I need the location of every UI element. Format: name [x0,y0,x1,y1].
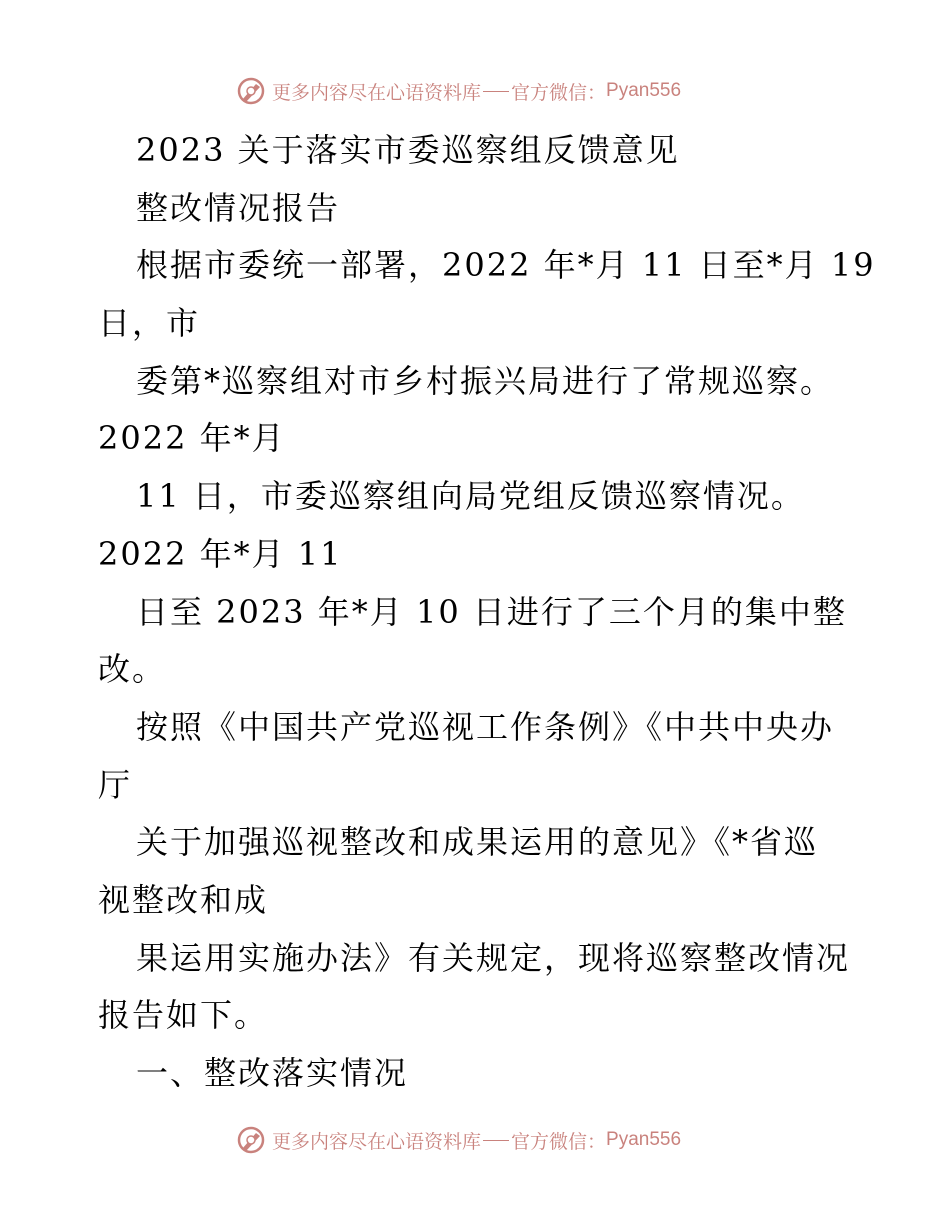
paragraph-line: 委第*巡察组对市乡村振兴局进行了常规巡察。 [136,361,835,400]
pen-seal-icon [236,1125,266,1155]
paragraph-line: 日，市 [98,304,201,343]
document-subtitle: 整改情况报告 [136,188,341,227]
watermark-handle: Pyan556 [606,80,682,101]
footer-watermark [236,1123,681,1157]
paragraph-line: 关于加强巡视整改和成果运用的意见》《*省巡 [136,823,819,862]
watermark-text: 更多内容尽在心语资料库 [272,81,482,104]
paragraph-line: 2022 年*月 11 [98,534,343,573]
paragraph-line: 报告如下。 [98,996,269,1035]
paragraph-line: 根据市委统一部署，2022 年*月 11 日至*月 19 [136,246,876,285]
document-body [98,122,888,1103]
paragraph-line: 视整改和成 [98,880,269,919]
paragraph-line: 日至 2023 年*月 10 日进行了三个月的集中整 [136,592,847,631]
paragraph-line: 按照《中国共产党巡视工作条例》《中共中央办 [136,707,835,746]
paragraph-line: 果运用实施办法》有关规定，现将巡察整改情况 [136,938,851,977]
pen-seal-icon [236,76,266,106]
watermark-dash [483,91,509,92]
watermark-text: 更多内容尽在心语资料库 [272,1130,482,1153]
section-heading: 一、整改落实情况 [136,1054,409,1092]
document-title: 2023 关于落实市委巡察组反馈意见 [136,131,680,169]
paragraph-line: 改。 [98,650,167,689]
watermark-label: 官方微信： [511,81,607,104]
watermark-label: 官方微信： [511,1130,607,1153]
header-watermark [236,74,681,108]
paragraph-line: 厅 [98,765,133,804]
watermark-dash [483,1140,509,1141]
paragraph-line: 2022 年*月 [98,419,286,458]
paragraph-line: 11 日，市委巡察组向局党组反馈巡察情况。 [136,477,805,516]
watermark-handle: Pyan556 [606,1129,682,1150]
